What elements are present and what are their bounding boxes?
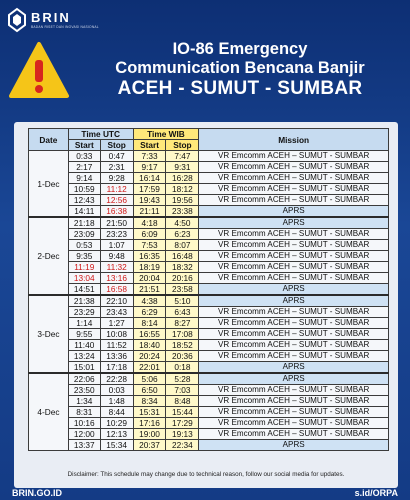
wib-stop-cell: 16:28 xyxy=(166,173,199,184)
utc-stop-cell: 22:10 xyxy=(100,295,133,307)
table-row xyxy=(29,307,389,318)
wib-stop-cell: 6:43 xyxy=(166,307,199,318)
mission-cell: VR Emcomm ACEH – SUMUT - SUMBAR xyxy=(199,229,389,240)
table-row xyxy=(29,162,389,173)
utc-start-cell: 10:59 xyxy=(68,184,100,195)
utc-stop-cell: 21:50 xyxy=(100,217,133,229)
wib-stop-cell: 8:48 xyxy=(166,396,199,407)
header-utc-stop: Stop xyxy=(100,140,133,151)
table-row xyxy=(29,385,389,396)
mission-cell: VR Emcomm ACEH – SUMUT - SUMBAR xyxy=(199,407,389,418)
wib-start-cell: 16:14 xyxy=(133,173,166,184)
wib-stop-cell: 17:08 xyxy=(166,329,199,340)
wib-start-cell: 16:35 xyxy=(133,251,166,262)
wib-stop-cell: 18:32 xyxy=(166,262,199,273)
table-row xyxy=(29,273,389,284)
wib-stop-cell: 9:31 xyxy=(166,162,199,173)
utc-stop-cell: 0:03 xyxy=(100,385,133,396)
utc-stop-cell: 9:28 xyxy=(100,173,133,184)
disclaimer: Disclaimer: This schedule may change due to technical reason, follow our social media for updates. xyxy=(67,471,345,478)
table-row xyxy=(29,329,389,340)
wib-stop-cell: 20:16 xyxy=(166,273,199,284)
mission-cell: VR Emcomm ACEH – SUMUT - SUMBAR xyxy=(199,173,389,184)
utc-stop-cell: 22:28 xyxy=(100,373,133,385)
wib-start-cell: 20:24 xyxy=(133,351,166,362)
mission-cell: APRS xyxy=(199,440,389,451)
wib-stop-cell: 23:58 xyxy=(166,284,199,296)
wib-start-cell: 8:14 xyxy=(133,318,166,329)
utc-stop-cell: 10:29 xyxy=(100,418,133,429)
utc-stop-cell: 17:18 xyxy=(100,362,133,374)
schedule-table xyxy=(28,128,389,451)
wib-start-cell: 7:33 xyxy=(133,151,166,162)
mission-cell: VR Emcomm ACEH – SUMUT - SUMBAR xyxy=(199,273,389,284)
wib-start-cell: 17:59 xyxy=(133,184,166,195)
utc-start-cell: 9:55 xyxy=(68,329,100,340)
wib-stop-cell: 18:52 xyxy=(166,340,199,351)
utc-start-cell: 13:04 xyxy=(68,273,100,284)
mission-cell: VR Emcomm ACEH – SUMUT - SUMBAR xyxy=(199,151,389,162)
table-row xyxy=(29,251,389,262)
title-line-2: Communication Bencana Banjir xyxy=(115,59,365,77)
utc-stop-cell: 23:43 xyxy=(100,307,133,318)
utc-stop-cell: 1:48 xyxy=(100,396,133,407)
wib-stop-cell: 4:50 xyxy=(166,217,199,229)
date-cell: 4-Dec xyxy=(29,373,69,451)
utc-stop-cell: 2:31 xyxy=(100,162,133,173)
mission-cell: VR Emcomm ACEH – SUMUT - SUMBAR xyxy=(199,307,389,318)
table-row xyxy=(29,373,389,385)
wib-start-cell: 18:19 xyxy=(133,262,166,273)
utc-start-cell: 21:18 xyxy=(68,217,100,229)
table-row xyxy=(29,440,389,451)
utc-stop-cell: 11:32 xyxy=(100,262,133,273)
wib-start-cell: 6:29 xyxy=(133,307,166,318)
mission-cell: APRS xyxy=(199,362,389,374)
wib-start-cell: 9:17 xyxy=(133,162,166,173)
utc-start-cell: 15:01 xyxy=(68,362,100,374)
wib-start-cell: 20:37 xyxy=(133,440,166,451)
utc-start-cell: 11:40 xyxy=(68,340,100,351)
mission-cell: APRS xyxy=(199,284,389,296)
wib-start-cell: 8:34 xyxy=(133,396,166,407)
utc-start-cell: 13:37 xyxy=(68,440,100,451)
mission-cell: VR Emcomm ACEH – SUMUT - SUMBAR xyxy=(199,184,389,195)
table-row xyxy=(29,318,389,329)
utc-start-cell: 23:50 xyxy=(68,385,100,396)
table-row xyxy=(29,429,389,440)
utc-stop-cell: 12:13 xyxy=(100,429,133,440)
header-wib-stop: Stop xyxy=(166,140,199,151)
table-row xyxy=(29,173,389,184)
utc-start-cell: 8:31 xyxy=(68,407,100,418)
utc-stop-cell: 1:27 xyxy=(100,318,133,329)
utc-start-cell: 14:51 xyxy=(68,284,100,296)
utc-start-cell: 23:29 xyxy=(68,307,100,318)
wib-stop-cell: 8:07 xyxy=(166,240,199,251)
mission-cell: VR Emcomm ACEH – SUMUT - SUMBAR xyxy=(199,329,389,340)
wib-start-cell: 4:38 xyxy=(133,295,166,307)
utc-stop-cell: 13:36 xyxy=(100,351,133,362)
table-row xyxy=(29,240,389,251)
table-row xyxy=(29,351,389,362)
mission-cell: VR Emcomm ACEH – SUMUT - SUMBAR xyxy=(199,262,389,273)
table-row xyxy=(29,184,389,195)
table-row xyxy=(29,362,389,374)
utc-stop-cell: 1:07 xyxy=(100,240,133,251)
table-row xyxy=(29,206,389,218)
table-row xyxy=(29,340,389,351)
mission-cell: APRS xyxy=(199,373,389,385)
utc-start-cell: 9:35 xyxy=(68,251,100,262)
table-row xyxy=(29,229,389,240)
mission-cell: APRS xyxy=(199,206,389,218)
header-wib: Time WIB xyxy=(133,129,199,140)
page-title xyxy=(75,40,405,100)
wib-stop-cell: 6:23 xyxy=(166,229,199,240)
mission-cell: VR Emcomm ACEH – SUMUT - SUMBAR xyxy=(199,340,389,351)
table-row xyxy=(29,195,389,206)
wib-stop-cell: 15:44 xyxy=(166,407,199,418)
wib-start-cell: 6:09 xyxy=(133,229,166,240)
table-row xyxy=(29,407,389,418)
wib-stop-cell: 16:48 xyxy=(166,251,199,262)
utc-start-cell: 12:00 xyxy=(68,429,100,440)
wib-stop-cell: 0:18 xyxy=(166,362,199,374)
utc-stop-cell: 16:38 xyxy=(100,206,133,218)
mission-cell: VR Emcomm ACEH – SUMUT - SUMBAR xyxy=(199,251,389,262)
utc-start-cell: 21:38 xyxy=(68,295,100,307)
wib-start-cell: 20:04 xyxy=(133,273,166,284)
footer-link[interactable]: s.id/ORPA xyxy=(354,488,398,498)
wib-start-cell: 5:06 xyxy=(133,373,166,385)
brin-logo-icon xyxy=(6,7,28,33)
mission-cell: VR Emcomm ACEH – SUMUT - SUMBAR xyxy=(199,396,389,407)
wib-stop-cell: 19:13 xyxy=(166,429,199,440)
wib-stop-cell: 18:12 xyxy=(166,184,199,195)
utc-stop-cell: 9:48 xyxy=(100,251,133,262)
table-row xyxy=(29,217,389,229)
mission-cell: VR Emcomm ACEH – SUMUT - SUMBAR xyxy=(199,240,389,251)
mission-cell: APRS xyxy=(199,295,389,307)
utc-start-cell: 14:11 xyxy=(68,206,100,218)
wib-start-cell: 15:31 xyxy=(133,407,166,418)
wib-start-cell: 6:50 xyxy=(133,385,166,396)
utc-start-cell: 0:33 xyxy=(68,151,100,162)
utc-start-cell: 1:34 xyxy=(68,396,100,407)
title-line-1: IO-86 Emergency xyxy=(172,40,308,58)
wib-stop-cell: 22:34 xyxy=(166,440,199,451)
mission-cell: VR Emcomm ACEH – SUMUT - SUMBAR xyxy=(199,195,389,206)
wib-start-cell: 19:00 xyxy=(133,429,166,440)
table-row xyxy=(29,262,389,273)
wib-start-cell: 7:53 xyxy=(133,240,166,251)
logo-subtitle: BADAN RISET DAN INOVASI NASIONAL xyxy=(31,25,99,29)
wib-stop-cell: 5:10 xyxy=(166,295,199,307)
table-row xyxy=(29,284,389,296)
wib-start-cell: 16:55 xyxy=(133,329,166,340)
table-row xyxy=(29,418,389,429)
utc-stop-cell: 15:34 xyxy=(100,440,133,451)
utc-stop-cell: 13:16 xyxy=(100,273,133,284)
utc-stop-cell: 8:44 xyxy=(100,407,133,418)
header-mission: Mission xyxy=(199,129,389,151)
mission-cell: VR Emcomm ACEH – SUMUT - SUMBAR xyxy=(199,162,389,173)
wib-stop-cell: 5:28 xyxy=(166,373,199,385)
utc-start-cell: 13:24 xyxy=(68,351,100,362)
warning-icon xyxy=(8,40,70,102)
title-line-3: ACEH - SUMUT - SUMBAR xyxy=(117,78,363,99)
header-utc-start: Start xyxy=(68,140,100,151)
footer-website[interactable]: BRIN.GO.ID xyxy=(12,488,63,498)
wib-stop-cell: 7:47 xyxy=(166,151,199,162)
header-date: Date xyxy=(29,129,69,151)
schedule-card xyxy=(14,122,398,488)
schedule-body xyxy=(29,151,389,451)
mission-cell: VR Emcomm ACEH – SUMUT - SUMBAR xyxy=(199,351,389,362)
wib-start-cell: 4:18 xyxy=(133,217,166,229)
utc-stop-cell: 12:56 xyxy=(100,195,133,206)
utc-start-cell: 22:06 xyxy=(68,373,100,385)
utc-start-cell: 0:53 xyxy=(68,240,100,251)
utc-stop-cell: 11:52 xyxy=(100,340,133,351)
mission-cell: VR Emcomm ACEH – SUMUT - SUMBAR xyxy=(199,429,389,440)
utc-start-cell: 10:16 xyxy=(68,418,100,429)
mission-cell: VR Emcomm ACEH – SUMUT - SUMBAR xyxy=(199,418,389,429)
wib-start-cell: 18:40 xyxy=(133,340,166,351)
brin-logo xyxy=(6,5,116,35)
wib-start-cell: 21:51 xyxy=(133,284,166,296)
header-utc: Time UTC xyxy=(68,129,133,140)
wib-stop-cell: 20:36 xyxy=(166,351,199,362)
wib-stop-cell: 17:29 xyxy=(166,418,199,429)
mission-cell: VR Emcomm ACEH – SUMUT - SUMBAR xyxy=(199,385,389,396)
utc-start-cell: 11:19 xyxy=(68,262,100,273)
utc-stop-cell: 10:08 xyxy=(100,329,133,340)
utc-start-cell: 12:43 xyxy=(68,195,100,206)
wib-start-cell: 21:11 xyxy=(133,206,166,218)
table-row xyxy=(29,295,389,307)
wib-stop-cell: 7:03 xyxy=(166,385,199,396)
mission-cell: VR Emcomm ACEH – SUMUT - SUMBAR xyxy=(199,318,389,329)
utc-stop-cell: 11:12 xyxy=(100,184,133,195)
mission-cell: APRS xyxy=(199,217,389,229)
utc-start-cell: 2:17 xyxy=(68,162,100,173)
date-cell: 1-Dec xyxy=(29,151,69,218)
utc-start-cell: 1:14 xyxy=(68,318,100,329)
table-row xyxy=(29,151,389,162)
utc-start-cell: 9:14 xyxy=(68,173,100,184)
wib-start-cell: 17:16 xyxy=(133,418,166,429)
utc-stop-cell: 16:58 xyxy=(100,284,133,296)
date-cell: 3-Dec xyxy=(29,295,69,373)
logo-name: BRIN xyxy=(31,10,71,25)
wib-stop-cell: 8:27 xyxy=(166,318,199,329)
wib-stop-cell: 19:56 xyxy=(166,195,199,206)
utc-stop-cell: 0:47 xyxy=(100,151,133,162)
wib-start-cell: 22:01 xyxy=(133,362,166,374)
wib-stop-cell: 23:38 xyxy=(166,206,199,218)
utc-stop-cell: 23:23 xyxy=(100,229,133,240)
date-cell: 2-Dec xyxy=(29,217,69,295)
table-row xyxy=(29,396,389,407)
utc-start-cell: 23:09 xyxy=(68,229,100,240)
wib-start-cell: 19:43 xyxy=(133,195,166,206)
header-wib-start: Start xyxy=(133,140,166,151)
